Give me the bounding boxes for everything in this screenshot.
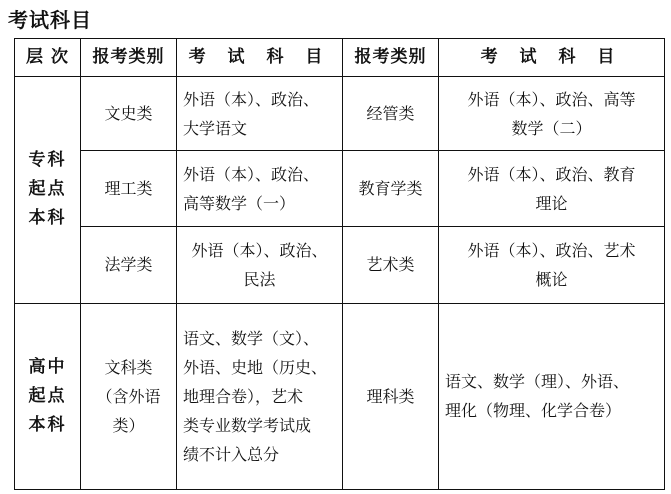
header-row [15, 39, 665, 77]
level-line: 本科 [28, 414, 67, 435]
subject-line: 绩不计入总分 [183, 444, 280, 464]
subjects-cell [439, 303, 665, 489]
level-line: 高中 [28, 356, 67, 377]
header-subjects-1: 考 试 科 目 [177, 39, 343, 77]
header-category-1: 报考类别 [81, 39, 177, 77]
exam-subjects-table [14, 38, 665, 490]
subjects-cell [177, 77, 343, 151]
level-line: 专科 [28, 150, 67, 171]
subjects-cell [439, 151, 665, 227]
subjects-cell [439, 227, 665, 303]
subject-line: 外语（本）、政治、高等 [467, 89, 636, 109]
header-category-2: 报考类别 [343, 39, 439, 77]
subject-line: 语文、数学（文）、 [183, 328, 320, 348]
subject-line: 外语（本）、政治、 [183, 89, 320, 109]
subjects-cell [439, 77, 665, 151]
subject-line: 理化（物理、化学合卷） [445, 401, 622, 421]
subject-line: 外语（本）、政治、艺术 [467, 240, 636, 260]
table-row [15, 303, 665, 489]
level-cell-zhuanke [15, 77, 81, 303]
subject-line: 高等数学（一） [183, 193, 296, 213]
level-line: 起点 [28, 179, 67, 200]
category-cell: 经管类 [343, 77, 439, 151]
category-cell: 艺术类 [343, 227, 439, 303]
table-row [15, 77, 665, 151]
level-line: 本科 [28, 208, 67, 229]
table-row [15, 227, 665, 303]
subjects-cell [177, 303, 343, 489]
level-cell-gaozhong [15, 303, 81, 489]
subject-line: 外语（本）、政治、 [191, 240, 328, 260]
section-heading: 考试科目 [8, 8, 92, 32]
subject-line: 语文、数学（理）、外语、 [445, 372, 630, 392]
category-cell: 教育学类 [343, 151, 439, 227]
header-level: 层 次 [15, 39, 81, 77]
subjects-cell [177, 151, 343, 227]
subject-line: 类专业数学考试成 [183, 415, 312, 435]
subjects-cell [177, 227, 343, 303]
subject-line: 概论 [535, 269, 568, 289]
category-cell [81, 303, 177, 489]
category-cell: 文史类 [81, 77, 177, 151]
category-line: （含外语 [96, 386, 161, 406]
category-cell: 理科类 [343, 303, 439, 489]
category-cell: 理工类 [81, 151, 177, 227]
level-line: 起点 [28, 385, 67, 406]
header-subjects-2: 考 试 科 目 [439, 39, 665, 77]
subject-line: 外语、史地（历史、 [183, 357, 328, 377]
subject-line: 理论 [535, 193, 568, 213]
subject-line: 大学语文 [183, 118, 248, 138]
subject-line: 地理合卷），艺术 [183, 386, 304, 406]
subject-line: 外语（本）、政治、 [183, 164, 320, 184]
category-line: 类） [112, 415, 145, 435]
subject-line: 数学（二） [511, 118, 592, 138]
subject-line: 外语（本）、政治、教育 [467, 164, 636, 184]
subject-line: 民法 [243, 269, 276, 289]
category-cell: 法学类 [81, 227, 177, 303]
table-row [15, 151, 665, 227]
category-line: 文科类 [104, 357, 153, 377]
